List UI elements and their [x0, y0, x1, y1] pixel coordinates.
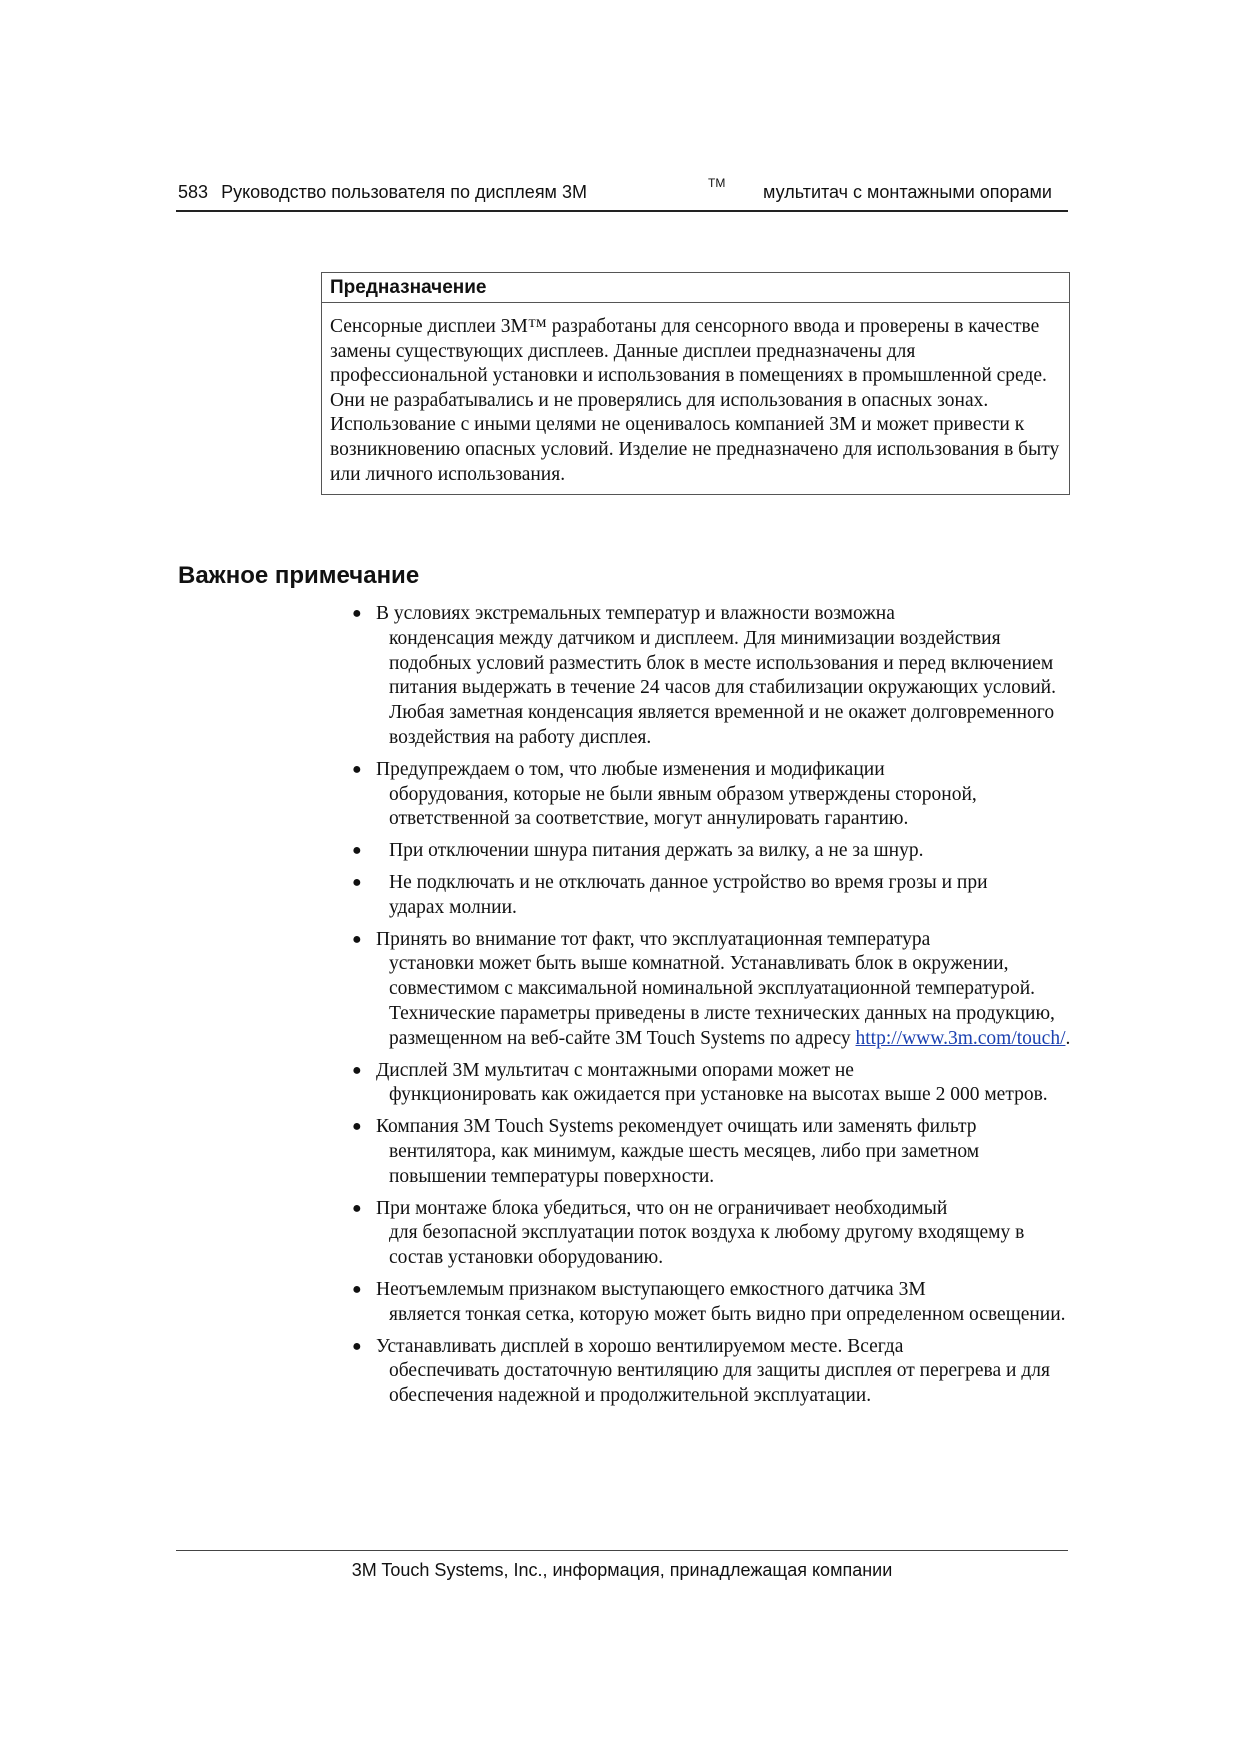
list-item [352, 758, 1072, 832]
list-item [352, 1059, 1072, 1109]
list-item-first-line: Не подключать и не отключать данное устройство во время грозы и при [389, 871, 988, 893]
bullet-icon: ● [352, 873, 362, 891]
list-item [352, 1197, 1072, 1271]
list-item [352, 1115, 1072, 1189]
touch-website-link[interactable]: http://www.3m.com/touch/ [855, 1027, 1066, 1049]
list-item-continuation: обеспечивать достаточную вентиляцию для защиты дисплея от перегрева и для обеспечения надежной и продолжительной эксплуатации. [389, 1360, 1050, 1407]
bullet-icon: ● [352, 1280, 362, 1298]
bullet-icon: ● [352, 1337, 362, 1355]
list-item [352, 1335, 1072, 1409]
bullet-icon: ● [352, 842, 362, 860]
list-item-continuation [376, 952, 1072, 1051]
link-trailing-period: . [1065, 1027, 1071, 1049]
list-item-first-line: При монтаже блока убедиться, что он не ограничивает необходимый [376, 1197, 948, 1219]
page-footer: 3M Touch Systems, Inc., информация, принадлежащая компании [351, 1560, 893, 1580]
header-title-right: мультитач с монтажными опорами [763, 182, 1052, 202]
bullet-icon: ● [352, 1061, 362, 1079]
list-item-continuation-text: установки может быть выше комнатной. Устанавливать блок в окружении, совместимом с максимальной номинальной эксплуатационной температурой. Технические параметры приведены в листе технических данных на продукцию, размещенном на веб-сайте 3M Touch Systems по адресу [389, 953, 1055, 1049]
purpose-box [321, 272, 1070, 495]
bullet-icon: ● [352, 930, 362, 948]
list-item-continuation: конденсация между датчиком и дисплеем. Для минимизации воздействия подобных условий разместить блок в месте использования и перед включением питания выдержать в течение 24 часов для стабилизации окружающих условий. Любая заметная конденсация является временной и не окажет долговременного воздействия на работу дисплея. [389, 627, 1056, 748]
header-title-left: Руководство пользователя по дисплеям 3M [221, 182, 587, 202]
list-item-continuation: является тонкая сетка, которую может быть видно при определенном освещении. [389, 1303, 1066, 1325]
trademark-superscript: TM [708, 176, 726, 190]
important-notes-list [352, 602, 1072, 1416]
bullet-icon: ● [352, 1199, 362, 1217]
list-item-first-line: При отключении шнура питания держать за вилку, а не за шнур. [389, 840, 924, 862]
purpose-title: Предназначение [322, 273, 1069, 303]
page-number: 583 [178, 182, 209, 202]
list-item-first-line: Дисплей 3M мультитач с монтажными опорами может не [376, 1059, 854, 1081]
list-item-continuation: ударах молнии. [389, 896, 517, 918]
purpose-text: Сенсорные дисплеи 3M™ разработаны для сенсорного ввода и проверены в качестве замены существующих дисплеев. Данные дисплеи предназначены для профессиональной установки и использования в помещениях в промышленной среде. Они не разрабатывались и не проверялись для использования в опасных зонах. Использование с иными целями не оценивалось компанией 3M и может привести к возникновению опасных условий. Изделие не предназначено для использования в быту или личного использования. [330, 316, 1060, 485]
list-item-continuation: вентилятора, как минимум, каждые шесть месяцев, либо при заметном повышении температуры поверхности. [389, 1140, 980, 1187]
footer-divider [176, 1550, 1068, 1551]
list-item-continuation: оборудования, которые не были явным образом утверждены стороной, ответственной за соответствие, могут аннулировать гарантию. [389, 783, 977, 830]
list-item-first-line: Принять во внимание тот факт, что эксплуатационная температура [376, 928, 931, 950]
list-item [352, 1278, 1072, 1328]
list-item-first-line: В условиях экстремальных температур и влажности возможна [376, 603, 895, 624]
page-header [176, 176, 1068, 212]
list-item [352, 928, 1072, 1052]
section-heading: Важное примечание [178, 562, 420, 589]
list-item-continuation: функционировать как ожидается при установке на высотах выше 2 000 метров. [389, 1084, 1048, 1106]
bullet-icon: ● [352, 1118, 362, 1136]
list-item-first-line: Устанавливать дисплей в хорошо вентилируемом месте. Всегда [376, 1335, 904, 1357]
list-item [352, 839, 1072, 864]
list-item-first-line: Предупреждаем о том, что любые изменения и модификации [376, 758, 885, 780]
bullet-icon: ● [352, 760, 362, 778]
list-item-continuation: для безопасной эксплуатации поток воздуха к любому другому входящему в состав установки оборудованию. [389, 1222, 1025, 1269]
list-item-first-line: Компания 3M Touch Systems рекомендует очищать или заменять фильтр [376, 1116, 977, 1138]
list-item [352, 871, 1072, 921]
header-left [178, 182, 587, 203]
list-item [352, 602, 1072, 751]
bullet-icon: ● [352, 605, 362, 622]
list-item-first-line: Неотъемлемым признаком выступающего емкостного датчика 3M [376, 1278, 926, 1300]
